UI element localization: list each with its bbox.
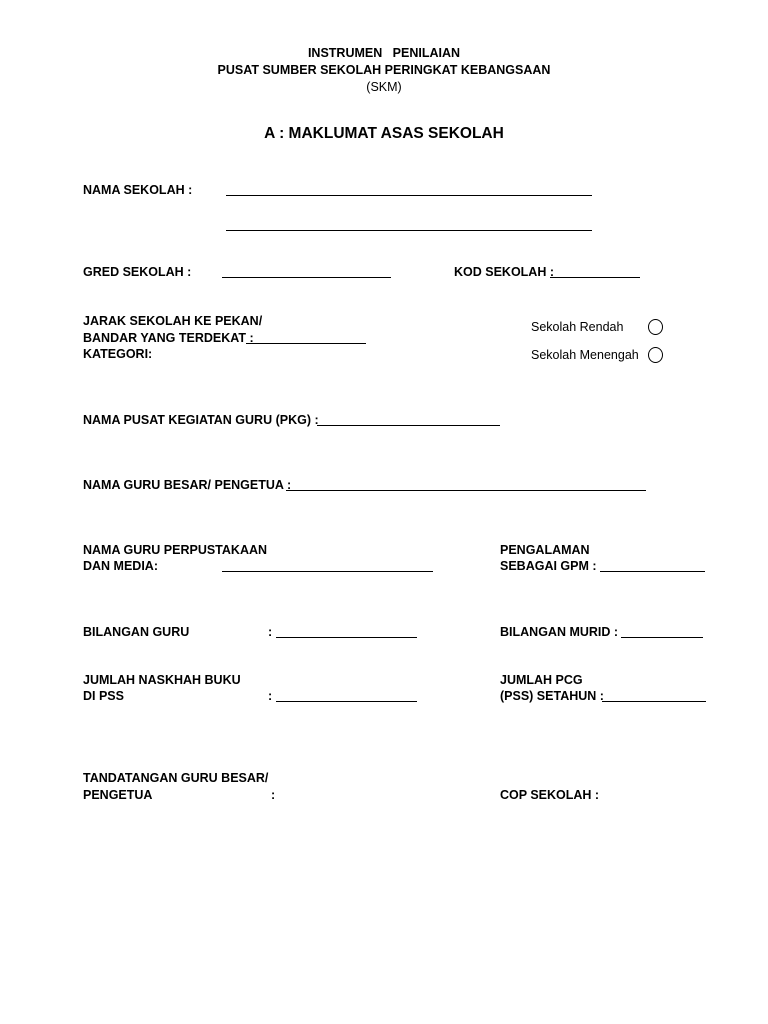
pengalaman-line[interactable] — [600, 571, 705, 572]
nama-guru-besar-label: NAMA GURU BESAR/ PENGETUA : — [83, 478, 292, 492]
jarak-label-line2: BANDAR YANG TERDEKAT : — [83, 331, 254, 345]
sekolah-rendah-radio[interactable] — [648, 319, 663, 335]
jumlah-pcg-line[interactable] — [602, 701, 706, 702]
header-title: INSTRUMEN PENILAIAN — [307, 46, 461, 60]
gred-sekolah-line[interactable] — [222, 277, 391, 278]
jumlah-pcg-label-line2: (PSS) SETAHUN : — [500, 689, 604, 703]
nama-sekolah-label: NAMA SEKOLAH : — [83, 183, 193, 197]
guru-perpustakaan-line[interactable] — [222, 571, 433, 572]
tandatangan-label-line1: TANDATANGAN GURU BESAR/ — [83, 771, 269, 785]
pengalaman-label-line1: PENGALAMAN — [500, 543, 590, 557]
bilangan-guru-colon: : — [268, 625, 273, 639]
bilangan-guru-label: BILANGAN GURU — [83, 625, 190, 639]
kod-sekolah-line[interactable] — [550, 277, 640, 278]
kategori-label: KATEGORI: — [83, 347, 153, 361]
bilangan-murid-label: BILANGAN MURID : — [500, 625, 619, 639]
bilangan-guru-line[interactable] — [276, 637, 417, 638]
guru-perpustakaan-label-line1: NAMA GURU PERPUSTAKAAN — [83, 543, 268, 557]
sekolah-menengah-radio[interactable] — [648, 347, 663, 363]
cop-sekolah-label: COP SEKOLAH : — [500, 788, 600, 802]
jarak-line[interactable] — [246, 343, 366, 344]
nama-pkg-line[interactable] — [317, 425, 500, 426]
header-subtitle: PUSAT SUMBER SEKOLAH PERINGKAT KEBANGSAAN — [217, 63, 551, 77]
section-title: A : MAKLUMAT ASAS SEKOLAH — [264, 125, 504, 142]
tandatangan-label-line2: PENGETUA — [83, 788, 153, 802]
naskhah-buku-colon: : — [268, 689, 273, 703]
nama-pkg-label: NAMA PUSAT KEGIATAN GURU (PKG) : — [83, 413, 319, 427]
naskhah-buku-label-line1: JUMLAH NASKHAH BUKU — [83, 673, 241, 687]
naskhah-buku-label-line2: DI PSS — [83, 689, 124, 703]
sekolah-rendah-label: Sekolah Rendah — [531, 320, 624, 334]
nama-sekolah-line-1[interactable] — [226, 195, 592, 196]
kod-sekolah-label: KOD SEKOLAH : — [454, 265, 554, 279]
jarak-label-line1: JARAK SEKOLAH KE PEKAN/ — [83, 314, 263, 328]
guru-perpustakaan-label-line2: DAN MEDIA: — [83, 559, 158, 573]
tandatangan-colon: : — [271, 788, 276, 802]
nama-sekolah-line-2[interactable] — [226, 230, 592, 231]
header-code: (SKM) — [366, 80, 402, 94]
nama-guru-besar-line[interactable] — [286, 490, 646, 491]
pengalaman-label-line2: SEBAGAI GPM : — [500, 559, 597, 573]
sekolah-menengah-label: Sekolah Menengah — [531, 348, 639, 362]
gred-sekolah-label: GRED SEKOLAH : — [83, 265, 192, 279]
bilangan-murid-line[interactable] — [621, 637, 703, 638]
naskhah-buku-line[interactable] — [276, 701, 417, 702]
jumlah-pcg-label-line1: JUMLAH PCG — [500, 673, 583, 687]
